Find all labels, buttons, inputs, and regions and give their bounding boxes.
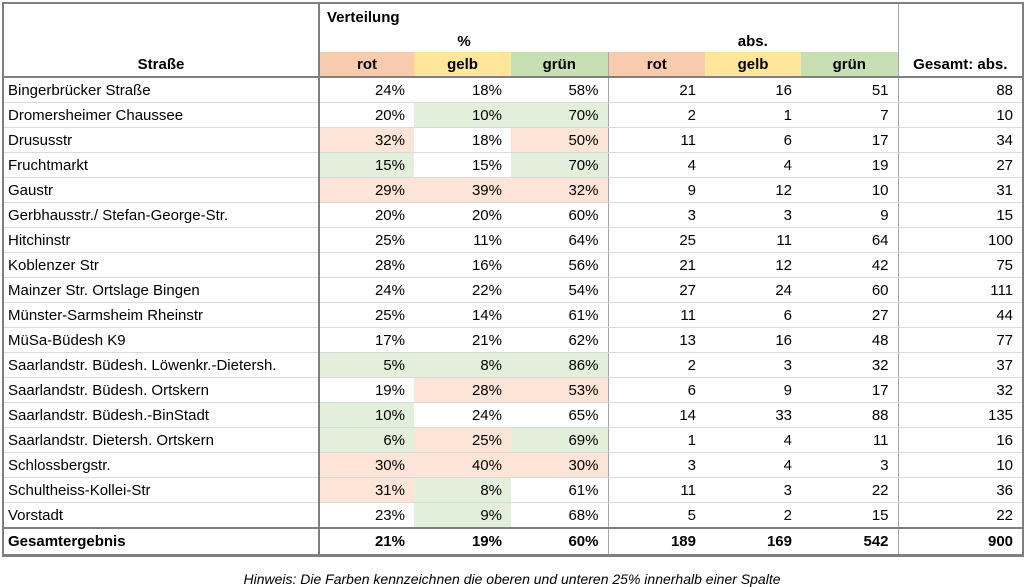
- cell-pct-gruen: 65%: [511, 403, 608, 428]
- cell-pct-gelb: 24%: [414, 403, 511, 428]
- cell-pct-gruen: 70%: [511, 153, 608, 178]
- cell-abs-gruen: 19: [801, 153, 898, 178]
- cell-pct-rot: 19%: [319, 378, 414, 403]
- cell-street: Bingerbrücker Straße: [3, 77, 319, 103]
- cell-gesamt: 10: [898, 453, 1023, 478]
- cell-gesamt: 15: [898, 203, 1023, 228]
- cell-pct-gelb: 20%: [414, 203, 511, 228]
- cell-pct-gelb: 21%: [414, 328, 511, 353]
- cell-pct-gruen: 60%: [511, 203, 608, 228]
- table-row: [3, 178, 1023, 203]
- column-header-abs-rot: rot: [608, 52, 705, 77]
- column-header-abs-gruen: grün: [801, 52, 898, 77]
- table-header: [3, 3, 1023, 77]
- cell-street: Hitchinstr: [3, 228, 319, 253]
- cell-street: Dromersheimer Chaussee: [3, 103, 319, 128]
- cell-gesamt: 16: [898, 428, 1023, 453]
- cell-abs-gruen: 9: [801, 203, 898, 228]
- cell-gesamt: 77: [898, 328, 1023, 353]
- cell-street: Schultheiss-Kollei-Str: [3, 478, 319, 503]
- cell-pct-gruen: 70%: [511, 103, 608, 128]
- cell-pct-gruen: 32%: [511, 178, 608, 203]
- cell-abs-rot: 5: [608, 503, 705, 529]
- table-row: [3, 153, 1023, 178]
- cell-abs-gruen: 11: [801, 428, 898, 453]
- cell-gesamt: 37: [898, 353, 1023, 378]
- column-header-pct-gruen: grün: [511, 52, 608, 77]
- cell-street: Vorstadt: [3, 503, 319, 529]
- cell-pct-gelb: 25%: [414, 428, 511, 453]
- cell-abs-gelb: 3: [705, 203, 801, 228]
- cell-pct-rot: 6%: [319, 428, 414, 453]
- cell-pct-gruen: 61%: [511, 303, 608, 328]
- header-group-abs: abs.: [608, 30, 898, 52]
- cell-gesamt: 27: [898, 153, 1023, 178]
- cell-abs-rot: 21: [608, 253, 705, 278]
- cell-abs-rot: 4: [608, 153, 705, 178]
- cell-gesamt: 111: [898, 278, 1023, 303]
- cell-abs-gruen: 32: [801, 353, 898, 378]
- total-label: Gesamtergebnis: [3, 528, 319, 556]
- cell-abs-gruen: 22: [801, 478, 898, 503]
- cell-abs-gruen: 60: [801, 278, 898, 303]
- cell-abs-gruen: 64: [801, 228, 898, 253]
- cell-pct-rot: 20%: [319, 103, 414, 128]
- total-pct-rot: 21%: [319, 528, 414, 556]
- cell-abs-gruen: 48: [801, 328, 898, 353]
- cell-pct-gelb: 11%: [414, 228, 511, 253]
- table-row: [3, 353, 1023, 378]
- verteilung-table: [2, 2, 1024, 557]
- cell-pct-rot: 24%: [319, 77, 414, 103]
- cell-gesamt: 75: [898, 253, 1023, 278]
- total-pct-gruen: 60%: [511, 528, 608, 556]
- cell-pct-gelb: 14%: [414, 303, 511, 328]
- total-pct-gelb: 19%: [414, 528, 511, 556]
- cell-pct-gelb: 39%: [414, 178, 511, 203]
- column-header-abs-gelb: gelb: [705, 52, 801, 77]
- cell-street: Gaustr: [3, 178, 319, 203]
- cell-gesamt: 36: [898, 478, 1023, 503]
- cell-abs-gruen: 7: [801, 103, 898, 128]
- cell-street: Fruchtmarkt: [3, 153, 319, 178]
- cell-street: Münster-Sarmsheim Rheinstr: [3, 303, 319, 328]
- cell-pct-rot: 23%: [319, 503, 414, 529]
- cell-pct-gruen: 61%: [511, 478, 608, 503]
- cell-pct-rot: 15%: [319, 153, 414, 178]
- cell-pct-gelb: 8%: [414, 478, 511, 503]
- cell-abs-gruen: 27: [801, 303, 898, 328]
- cell-pct-gelb: 10%: [414, 103, 511, 128]
- note-text: Hinweis: Die Farben kennzeichnen die oberen und unteren 25% innerhalb einer Spalte: [243, 571, 781, 587]
- cell-pct-gruen: 54%: [511, 278, 608, 303]
- cell-abs-gelb: 12: [705, 178, 801, 203]
- cell-pct-gelb: 22%: [414, 278, 511, 303]
- total-row: [3, 528, 1023, 556]
- table-row: [3, 453, 1023, 478]
- cell-pct-gruen: 64%: [511, 228, 608, 253]
- cell-abs-gruen: 42: [801, 253, 898, 278]
- table-row: [3, 228, 1023, 253]
- cell-gesamt: 22: [898, 503, 1023, 529]
- column-header-strasse: Straße: [3, 3, 319, 77]
- cell-pct-rot: 24%: [319, 278, 414, 303]
- column-header-pct-gelb: gelb: [414, 52, 511, 77]
- cell-pct-gelb: 15%: [414, 153, 511, 178]
- cell-street: Saarlandstr. Dietersh. Ortskern: [3, 428, 319, 453]
- cell-pct-gruen: 53%: [511, 378, 608, 403]
- table-row: [3, 503, 1023, 529]
- column-header-pct-rot: rot: [319, 52, 414, 77]
- cell-abs-rot: 3: [608, 203, 705, 228]
- table-row: [3, 328, 1023, 353]
- cell-street: Schlossbergstr.: [3, 453, 319, 478]
- table-row: [3, 378, 1023, 403]
- cell-pct-gelb: 16%: [414, 253, 511, 278]
- cell-abs-rot: 14: [608, 403, 705, 428]
- cell-gesamt: 34: [898, 128, 1023, 153]
- cell-gesamt: 135: [898, 403, 1023, 428]
- cell-abs-gelb: 2: [705, 503, 801, 529]
- cell-pct-rot: 30%: [319, 453, 414, 478]
- table-row: [3, 303, 1023, 328]
- cell-pct-gruen: 62%: [511, 328, 608, 353]
- cell-abs-rot: 21: [608, 77, 705, 103]
- cell-pct-rot: 10%: [319, 403, 414, 428]
- total-abs-gruen: 542: [801, 528, 898, 556]
- cell-abs-rot: 25: [608, 228, 705, 253]
- table-row: [3, 103, 1023, 128]
- cell-street: Saarlandstr. Büdesh.-BinStadt: [3, 403, 319, 428]
- cell-street: Gerbhausstr./ Stefan-George-Str.: [3, 203, 319, 228]
- cell-abs-gelb: 4: [705, 428, 801, 453]
- cell-pct-gelb: 9%: [414, 503, 511, 529]
- cell-abs-gelb: 16: [705, 77, 801, 103]
- cell-abs-rot: 13: [608, 328, 705, 353]
- cell-abs-rot: 6: [608, 378, 705, 403]
- cell-pct-gruen: 69%: [511, 428, 608, 453]
- cell-abs-gruen: 15: [801, 503, 898, 529]
- table-row: [3, 77, 1023, 103]
- cell-gesamt: 10: [898, 103, 1023, 128]
- cell-street: Mainzer Str. Ortslage Bingen: [3, 278, 319, 303]
- table-row: [3, 428, 1023, 453]
- cell-abs-rot: 2: [608, 353, 705, 378]
- total-abs-rot: 189: [608, 528, 705, 556]
- cell-pct-gelb: 18%: [414, 128, 511, 153]
- cell-pct-gruen: 86%: [511, 353, 608, 378]
- cell-abs-gruen: 3: [801, 453, 898, 478]
- cell-street: Koblenzer Str: [3, 253, 319, 278]
- cell-street: MüSa-Büdesh K9: [3, 328, 319, 353]
- cell-pct-gruen: 58%: [511, 77, 608, 103]
- cell-abs-gelb: 33: [705, 403, 801, 428]
- cell-abs-gelb: 4: [705, 153, 801, 178]
- cell-pct-gelb: 18%: [414, 77, 511, 103]
- cell-pct-gruen: 68%: [511, 503, 608, 529]
- cell-abs-gruen: 17: [801, 378, 898, 403]
- cell-abs-gelb: 12: [705, 253, 801, 278]
- cell-gesamt: 31: [898, 178, 1023, 203]
- cell-abs-gelb: 4: [705, 453, 801, 478]
- cell-street: Saarlandstr. Büdesh. Löwenkr.-Dietersh.: [3, 353, 319, 378]
- cell-pct-rot: 28%: [319, 253, 414, 278]
- cell-gesamt: 32: [898, 378, 1023, 403]
- cell-pct-rot: 29%: [319, 178, 414, 203]
- cell-abs-rot: 11: [608, 128, 705, 153]
- cell-pct-gelb: 8%: [414, 353, 511, 378]
- table-row: [3, 278, 1023, 303]
- cell-pct-rot: 31%: [319, 478, 414, 503]
- header-verteilung: Verteilung: [319, 3, 898, 30]
- cell-street: Drususstr: [3, 128, 319, 153]
- cell-abs-gelb: 1: [705, 103, 801, 128]
- cell-pct-rot: 20%: [319, 203, 414, 228]
- cell-gesamt: 88: [898, 77, 1023, 103]
- cell-abs-gelb: 6: [705, 128, 801, 153]
- cell-pct-gelb: 40%: [414, 453, 511, 478]
- cell-abs-gruen: 51: [801, 77, 898, 103]
- cell-abs-rot: 9: [608, 178, 705, 203]
- cell-pct-gruen: 56%: [511, 253, 608, 278]
- cell-abs-gelb: 6: [705, 303, 801, 328]
- cell-gesamt: 44: [898, 303, 1023, 328]
- table-row: [3, 253, 1023, 278]
- cell-abs-rot: 11: [608, 478, 705, 503]
- cell-pct-gruen: 30%: [511, 453, 608, 478]
- cell-abs-gruen: 17: [801, 128, 898, 153]
- total-gesamt: 900: [898, 528, 1023, 556]
- table-body: [3, 77, 1023, 528]
- table-row: [3, 128, 1023, 153]
- cell-pct-gruen: 50%: [511, 128, 608, 153]
- cell-pct-rot: 25%: [319, 303, 414, 328]
- cell-abs-gelb: 16: [705, 328, 801, 353]
- cell-abs-gelb: 11: [705, 228, 801, 253]
- cell-abs-gelb: 24: [705, 278, 801, 303]
- cell-abs-rot: 11: [608, 303, 705, 328]
- column-header-gesamt: Gesamt: abs.: [898, 3, 1023, 77]
- cell-abs-gelb: 3: [705, 478, 801, 503]
- table-row: [3, 478, 1023, 503]
- cell-gesamt: 100: [898, 228, 1023, 253]
- cell-abs-gelb: 3: [705, 353, 801, 378]
- cell-abs-rot: 3: [608, 453, 705, 478]
- header-group-percent: %: [457, 32, 471, 50]
- cell-abs-rot: 1: [608, 428, 705, 453]
- cell-street: Saarlandstr. Büdesh. Ortskern: [3, 378, 319, 403]
- cell-abs-gruen: 88: [801, 403, 898, 428]
- table-row: [3, 403, 1023, 428]
- cell-pct-rot: 25%: [319, 228, 414, 253]
- table-row: [3, 203, 1023, 228]
- total-abs-gelb: 169: [705, 528, 801, 556]
- cell-abs-rot: 2: [608, 103, 705, 128]
- cell-pct-rot: 17%: [319, 328, 414, 353]
- cell-pct-rot: 5%: [319, 353, 414, 378]
- cell-pct-rot: 32%: [319, 128, 414, 153]
- cell-abs-gruen: 10: [801, 178, 898, 203]
- cell-abs-gelb: 9: [705, 378, 801, 403]
- cell-abs-rot: 27: [608, 278, 705, 303]
- cell-pct-gelb: 28%: [414, 378, 511, 403]
